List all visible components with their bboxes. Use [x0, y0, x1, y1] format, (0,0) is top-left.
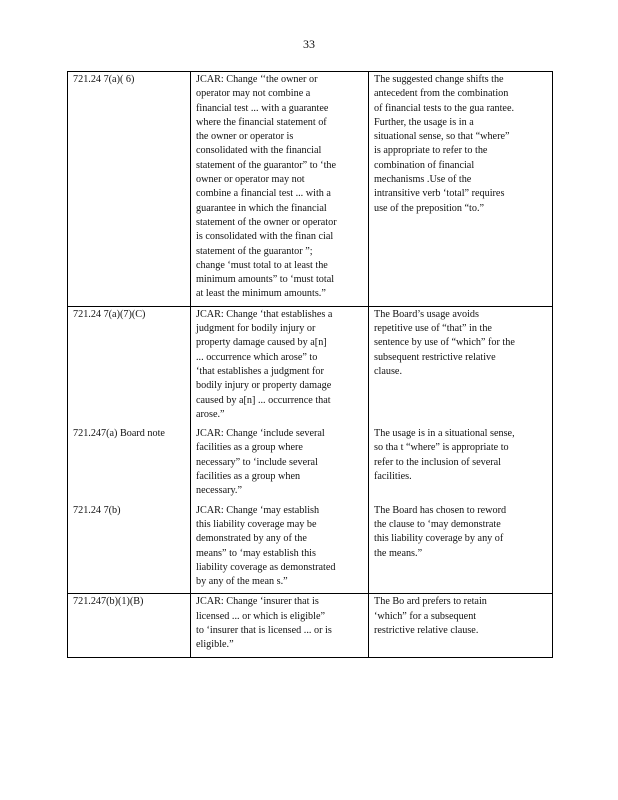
section-cell: 721.24 7(a)(7)(C)	[68, 306, 191, 426]
change-cell: JCAR: Change ‘insurer that is licensed ... or which is eligible” to ‘insurer that is licensed ... or is eligible.”	[191, 594, 369, 657]
table-row	[68, 594, 553, 657]
reason-cell: The Bo ard prefers to retain ‘which” for a subsequent restrictive relative clause.	[369, 594, 553, 657]
table-row	[68, 306, 553, 426]
section-cell: 721.247(b)(1)(B)	[68, 594, 191, 657]
change-cell: JCAR: Change ‘that establishes a judgment for bodily injury or property damage caused by a[n] ... occurrence which arose” to ‘that establishes a judgment for bodily injury or property damage caused by a[n] ... occurrence that arose.”	[191, 306, 369, 426]
table-row	[68, 426, 553, 502]
change-cell: JCAR: Change ‘may establish this liability coverage may be demonstrated by any of the means” to ‘may establish this liability coverage as demonstrated by any of the mean s.”	[191, 503, 369, 594]
change-cell: JCAR: Change ‘include several facilities as a group where necessary” to ‘include several facilities as a group when necessary.”	[191, 426, 369, 502]
page-number: 33	[303, 37, 315, 51]
reason-cell: The Board’s usage avoids repetitive use of “that” in the sentence by use of “which” for the subsequent restrictive relative clause.	[369, 306, 553, 426]
table-row	[68, 503, 553, 594]
reason-cell: The usage is in a situational sense, so tha t “where” is appropriate to refer to the inclusion of several facilities.	[369, 426, 553, 502]
reason-cell: The Board has chosen to reword the clause to ‘may demonstrate this liability coverage by any of the means.”	[369, 503, 553, 594]
section-cell: 721.24 7(b)	[68, 503, 191, 594]
reason-cell: The suggested change shifts the antecedent from the combination of financial tests to the gua rantee. Further, the usage is in a situational sense, so that “where” is appropriate to refer to the combination of financial mechanisms .Use of the intransitive verb ‘total” requires use of the preposition “to.”	[369, 72, 553, 307]
comments-table	[67, 71, 553, 658]
section-cell: 721.247(a) Board note	[68, 426, 191, 502]
change-cell: JCAR: Change ‘‘the owner or operator may not combine a financial test ... with a guarantee where the financial statement of the owner or operator is consolidated with the financial statement of the guarantor” to ‘the owner or operator may not combine a financial test ... with a guarantee in which the financial statement of the owner or operator is consolidated with the finan cial statement of the guarantor ”; change ‘must total to at least the minimum amounts” to ‘must total at least the minimum amounts.”	[191, 72, 369, 307]
table-row	[68, 72, 553, 307]
section-cell: 721.24 7(a)( 6)	[68, 72, 191, 307]
